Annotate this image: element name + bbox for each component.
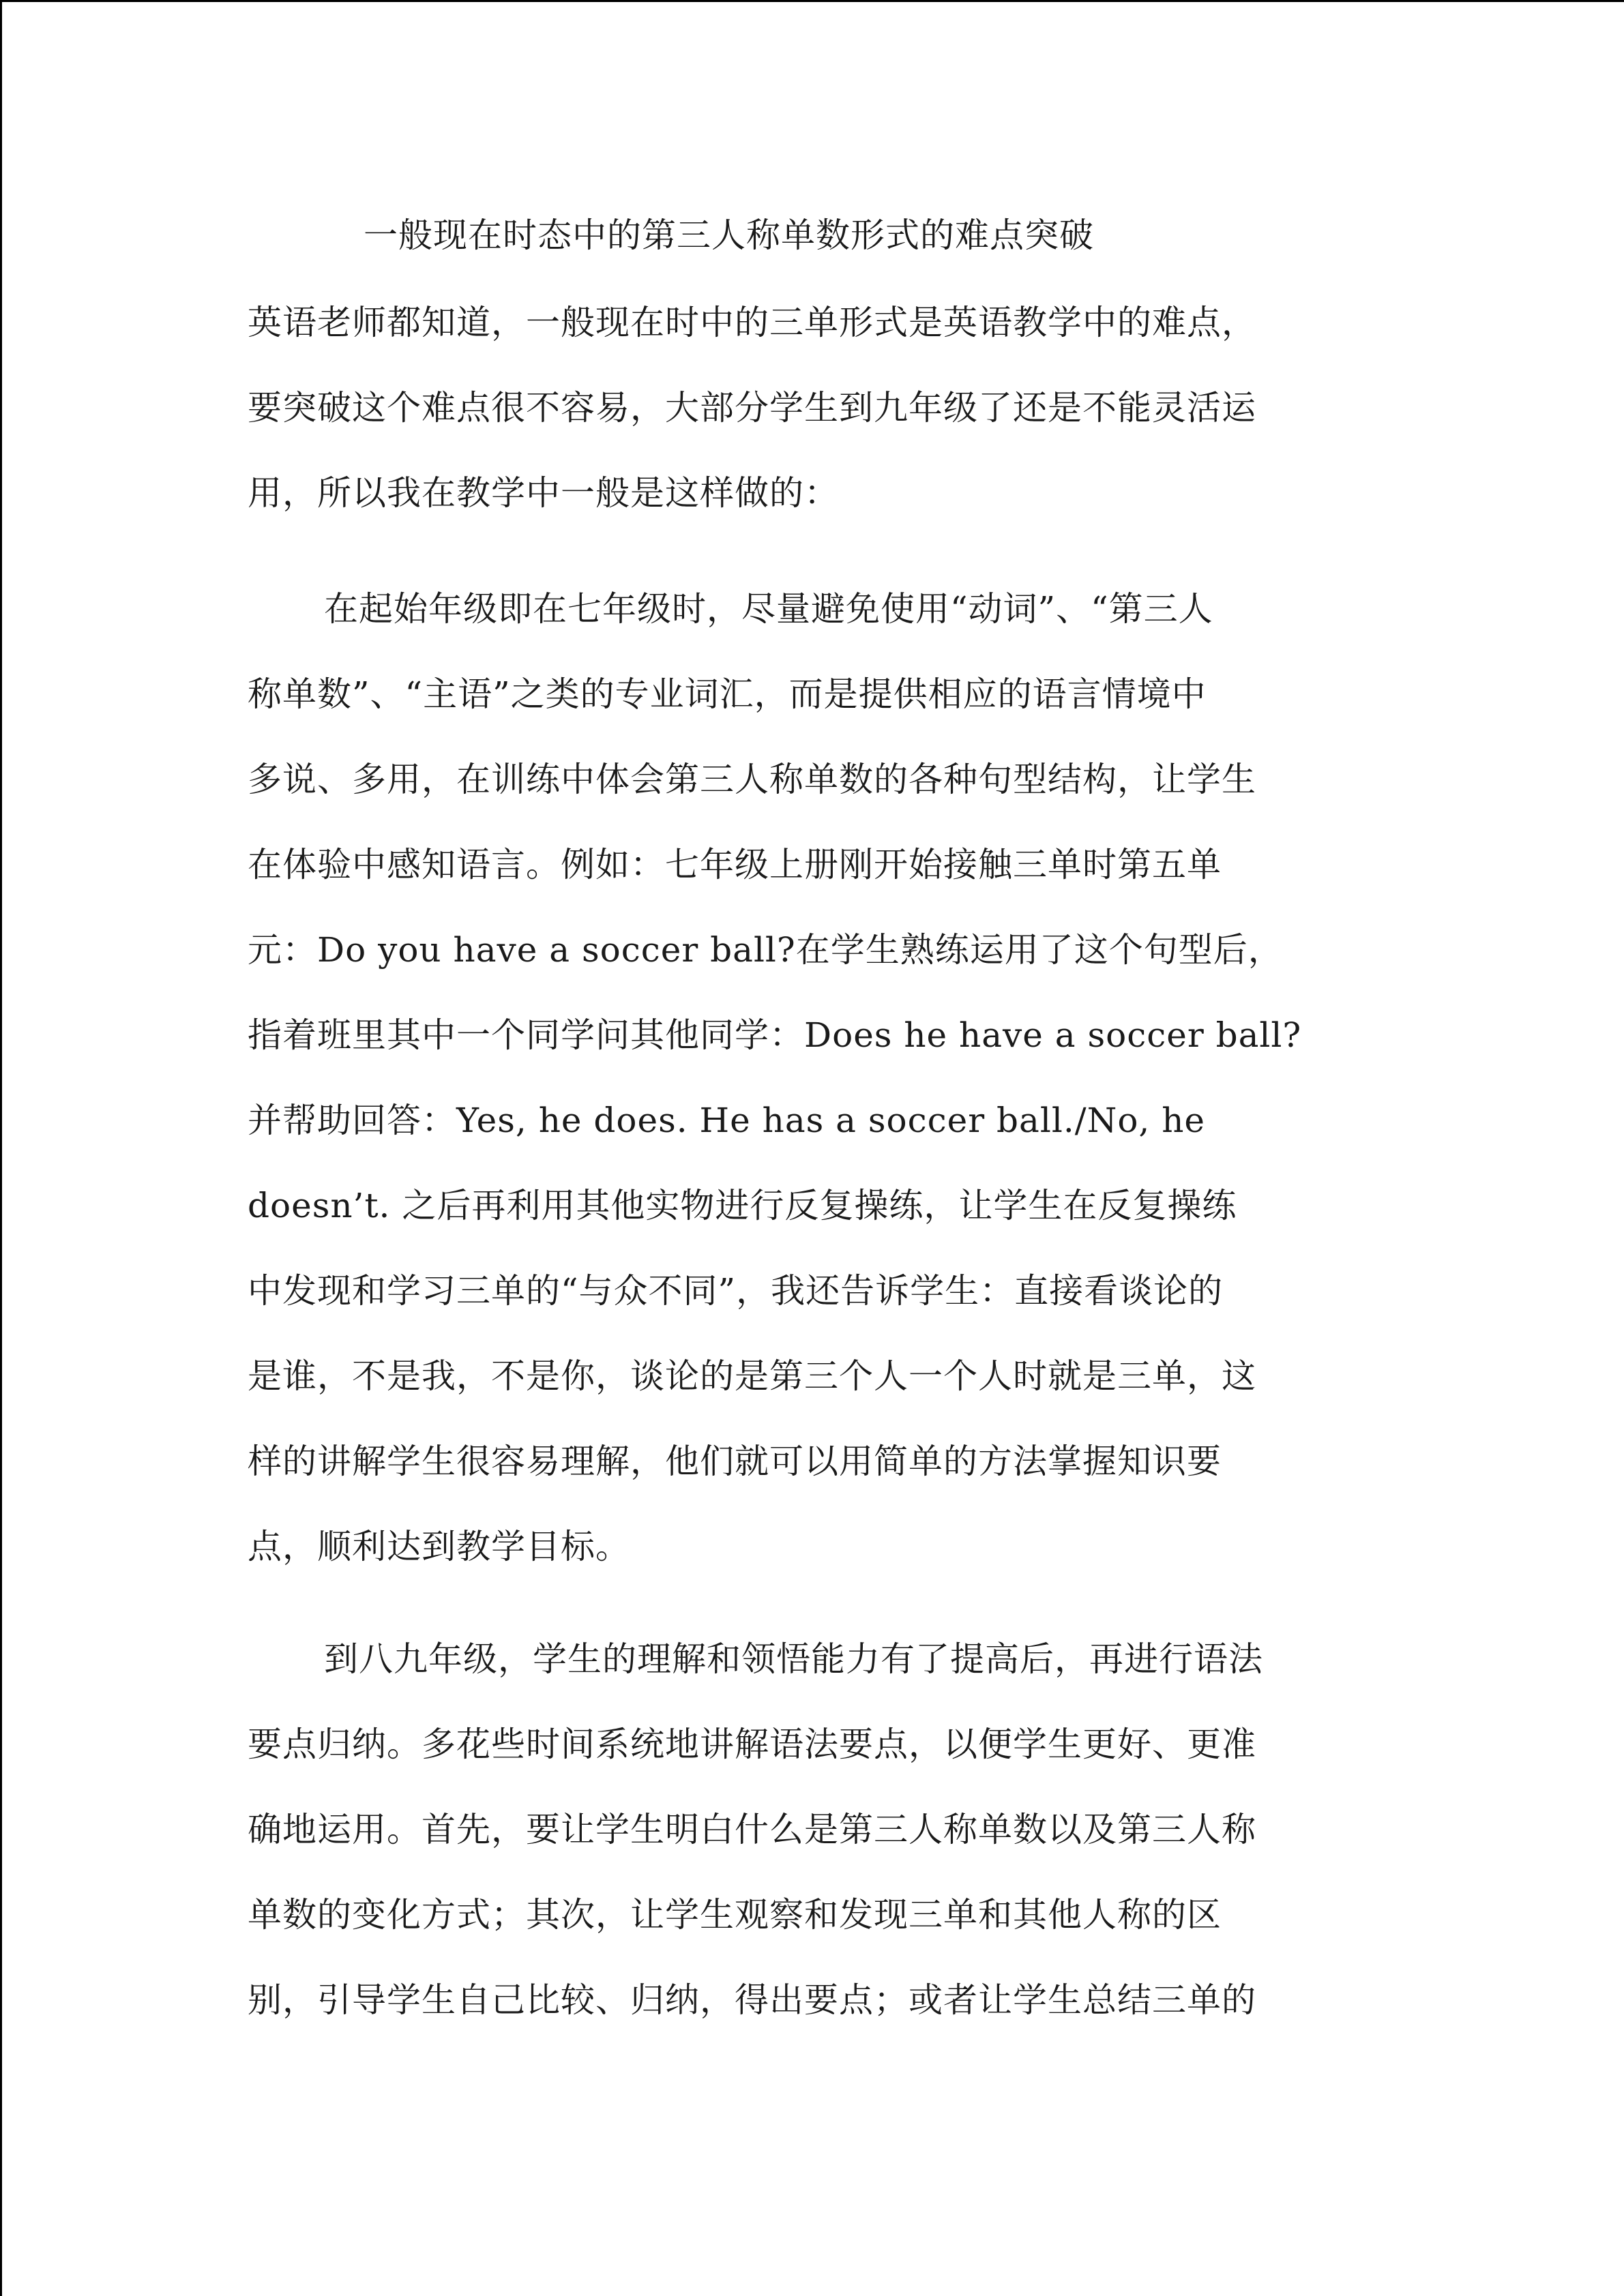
text-line: 在起始年级即在七年级时，尽量避免使用“动词”、“第三人 xyxy=(324,589,1213,629)
text-line: 用，所以我在教学中一般是这样做的： xyxy=(248,473,839,513)
text-line: doesn’t. 之后再利用其他实物进行反复操练，让学生在反复操练 xyxy=(248,1186,1237,1225)
text-line: 要点归纳。多花些时间系统地讲解语法要点，以便学生更好、更准 xyxy=(248,1725,1256,1764)
text-line: 要突破这个难点很不容易，大部分学生到九年级了还是不能灵活运 xyxy=(248,388,1256,428)
text-line: 元：Do you have a soccer ball?在学生熟练运用了这个句型后， xyxy=(248,930,1283,970)
text-line: 样的讲解学生很容易理解，他们就可以用简单的方法掌握知识要 xyxy=(248,1442,1222,1481)
text-line: 点，顺利达到教学目标。 xyxy=(248,1527,630,1566)
text-line: 英语老师都知道，一般现在时中的三单形式是英语教学中的难点， xyxy=(248,303,1256,342)
text-line: 多说、多用，在训练中体会第三人称单数的各种句型结构，让学生 xyxy=(248,760,1256,799)
text-line: 是谁，不是我，不是你，谈论的是第三个人一个人时就是三单，这 xyxy=(248,1356,1256,1396)
text-line: 并帮助回答：Yes, he does. He has a soccer ball./No, he xyxy=(248,1101,1206,1140)
text-line: 称单数”、“主语”之类的专业词汇，而是提供相应的语言情境中 xyxy=(248,674,1207,714)
text-line: 到八九年级，学生的理解和领悟能力有了提高后，再进行语法 xyxy=(324,1639,1263,1679)
document-title: 一般现在时态中的第三人称单数形式的难点突破 xyxy=(364,215,1094,255)
text-line: 中发现和学习三单的“与众不同”，我还告诉学生：直接看谈论的 xyxy=(248,1271,1224,1311)
text-line: 在体验中感知语言。例如：七年级上册刚开始接触三单时第五单 xyxy=(248,845,1222,884)
text-line: 别，引导学生自己比较、归纳，得出要点；或者让学生总结三单的 xyxy=(248,1980,1256,2020)
text-line: 确地运用。首先，要让学生明白什么是第三人称单数以及第三人称 xyxy=(248,1810,1256,1849)
text-line: 单数的变化方式；其次，让学生观察和发现三单和其他人称的区 xyxy=(248,1895,1222,1935)
text-line: 指着班里其中一个同学问其他同学：Does he have a soccer ball? xyxy=(248,1015,1302,1055)
